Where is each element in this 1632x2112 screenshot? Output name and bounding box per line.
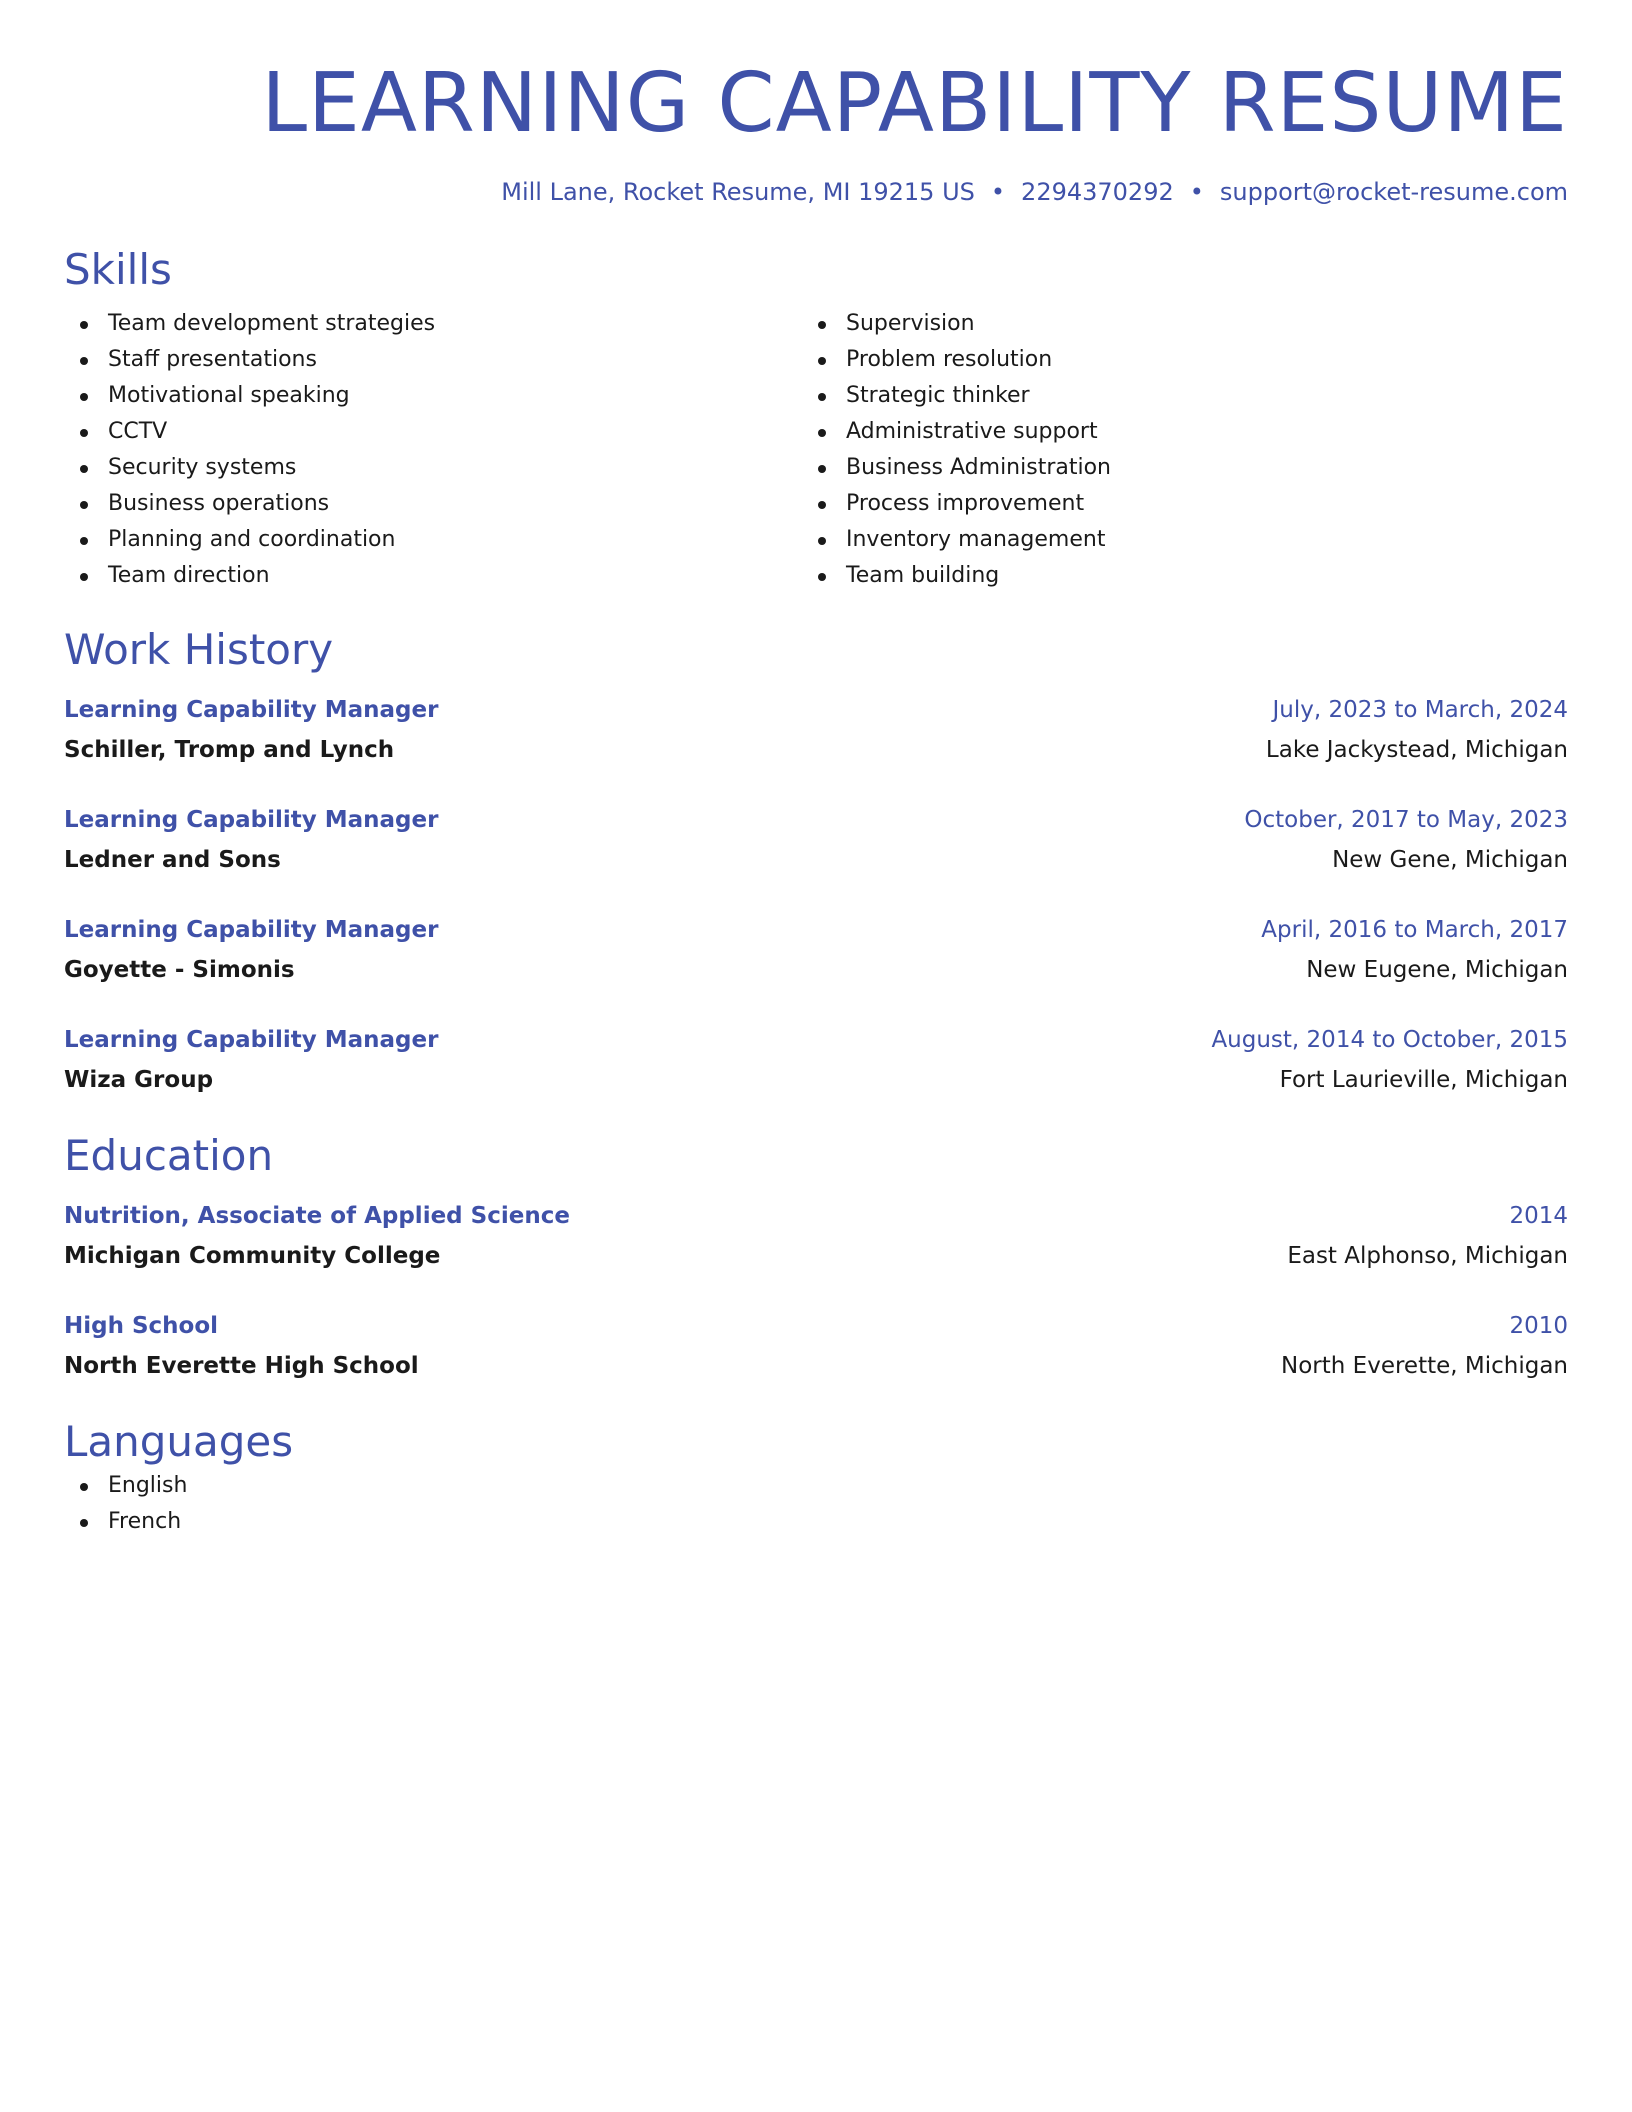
contact-separator: • bbox=[990, 178, 1006, 206]
skill-item: Team development strategies bbox=[64, 306, 802, 342]
education-school: Michigan Community College bbox=[64, 1243, 441, 1269]
skill-item: Supervision bbox=[802, 306, 1540, 342]
language-item: English bbox=[64, 1468, 1568, 1504]
contact-email: support@rocket-resume.com bbox=[1219, 178, 1568, 206]
languages-list bbox=[64, 1468, 1568, 1540]
job-location: Fort Laurieville, Michigan bbox=[1279, 1067, 1568, 1093]
skill-item: Inventory management bbox=[802, 522, 1540, 558]
work-history-section bbox=[64, 624, 1568, 1100]
skill-item: Business operations bbox=[64, 486, 802, 522]
job-entry bbox=[64, 1020, 1568, 1100]
resume-header bbox=[64, 0, 1568, 208]
job-dates: July, 2023 to March, 2024 bbox=[1272, 697, 1568, 723]
job-dates: April, 2016 to March, 2017 bbox=[1261, 917, 1568, 943]
education-location: East Alphonso, Michigan bbox=[1287, 1243, 1568, 1269]
skills-list-right bbox=[802, 306, 1540, 594]
skill-item: Business Administration bbox=[802, 450, 1540, 486]
job-dates: October, 2017 to May, 2023 bbox=[1244, 807, 1568, 833]
education-year: 2010 bbox=[1509, 1313, 1568, 1339]
job-title: Learning Capability Manager bbox=[64, 807, 439, 833]
education-location: North Everette, Michigan bbox=[1281, 1353, 1568, 1379]
skill-item: Planning and coordination bbox=[64, 522, 802, 558]
skills-column-right bbox=[802, 306, 1540, 594]
job-company: Wiza Group bbox=[64, 1067, 214, 1093]
contact-separator: • bbox=[1189, 178, 1204, 206]
skill-item: CCTV bbox=[64, 414, 802, 450]
job-location: New Gene, Michigan bbox=[1332, 847, 1568, 873]
skills-list-left bbox=[64, 306, 802, 594]
skills-grid bbox=[64, 306, 1568, 594]
contact-phone: 2294370292 bbox=[1021, 178, 1174, 206]
resume-title: LEARNING CAPABILITY RESUME bbox=[261, 56, 1568, 151]
education-heading: Education bbox=[64, 1131, 274, 1180]
job-company: Goyette - Simonis bbox=[64, 957, 295, 983]
job-entry bbox=[64, 910, 1568, 990]
job-dates: August, 2014 to October, 2015 bbox=[1211, 1027, 1568, 1053]
skills-section bbox=[64, 244, 1568, 594]
job-title: Learning Capability Manager bbox=[64, 1027, 439, 1053]
work-history-heading: Work History bbox=[64, 625, 334, 674]
skill-item: Strategic thinker bbox=[802, 378, 1540, 414]
education-degree: Nutrition, Associate of Applied Science bbox=[64, 1203, 570, 1229]
job-location: New Eugene, Michigan bbox=[1306, 957, 1568, 983]
job-location: Lake Jackystead, Michigan bbox=[1265, 737, 1568, 763]
job-company: Ledner and Sons bbox=[64, 847, 281, 873]
education-entry bbox=[64, 1196, 1568, 1276]
education-entry bbox=[64, 1306, 1568, 1386]
job-title: Learning Capability Manager bbox=[64, 697, 439, 723]
education-degree: High School bbox=[64, 1313, 219, 1339]
skill-item: Security systems bbox=[64, 450, 802, 486]
languages-heading: Languages bbox=[64, 1417, 294, 1466]
job-entry bbox=[64, 690, 1568, 770]
skill-item: Process improvement bbox=[802, 486, 1540, 522]
languages-section bbox=[64, 1416, 1568, 1540]
contact-line bbox=[64, 176, 1568, 208]
language-item: French bbox=[64, 1504, 1568, 1540]
skill-item: Team building bbox=[802, 558, 1540, 594]
skills-heading: Skills bbox=[64, 245, 172, 294]
contact-address: Mill Lane, Rocket Resume, MI 19215 US bbox=[501, 178, 975, 206]
education-year: 2014 bbox=[1509, 1203, 1568, 1229]
education-section bbox=[64, 1130, 1568, 1386]
job-company: Schiller, Tromp and Lynch bbox=[64, 737, 395, 763]
skill-item: Problem resolution bbox=[802, 342, 1540, 378]
job-title: Learning Capability Manager bbox=[64, 917, 439, 943]
education-school: North Everette High School bbox=[64, 1353, 419, 1379]
skills-column-left bbox=[64, 306, 802, 594]
job-entry bbox=[64, 800, 1568, 880]
skill-item: Motivational speaking bbox=[64, 378, 802, 414]
skill-item: Staff presentations bbox=[64, 342, 802, 378]
skill-item: Team direction bbox=[64, 558, 802, 594]
skill-item: Administrative support bbox=[802, 414, 1540, 450]
